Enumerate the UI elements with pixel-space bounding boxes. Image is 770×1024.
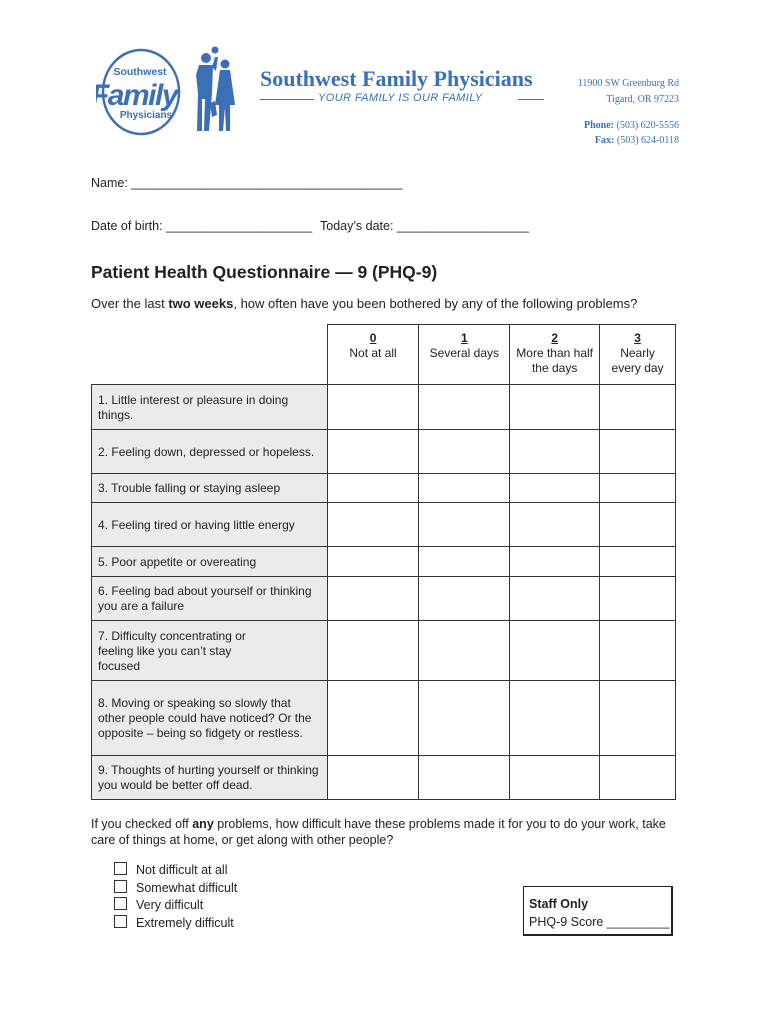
answer-cell-q7-2[interactable] [510,621,600,681]
intro-text-bold: two weeks [168,296,234,311]
column-header-2: 2 More than half the days [510,325,600,385]
table-row [92,430,676,474]
brand-tagline: YOUR FAMILY IS OUR FAMILY [318,92,483,104]
option-label: Extremely difficult [136,916,234,930]
question-6: 6. Feeling bad about yourself or thinking you are a failure [92,577,328,621]
table-row [92,503,676,547]
checkbox[interactable] [114,880,127,893]
followup-text-bold: any [192,817,214,831]
answer-cell-q8-3[interactable] [600,681,676,756]
table-row [92,621,676,681]
family-silhouette-icon [196,47,235,132]
fax-number: (503) 624-0118 [616,135,679,146]
column-header-1: 1 Several days [419,325,510,385]
logo-text-physicians: Physicians [119,110,173,121]
phq9-table [91,324,676,800]
option-label: Very difficult [136,898,204,912]
fax-label: Fax: [594,135,615,146]
answer-cell-q8-2[interactable] [510,681,600,756]
logo-text-family: Family [96,79,178,112]
answer-cell-q9-3[interactable] [600,756,676,800]
answer-cell-q1-2[interactable] [510,385,600,430]
checkbox[interactable] [114,862,127,875]
answer-cell-q4-2[interactable] [510,503,600,547]
answer-cell-q7-3[interactable] [600,621,676,681]
staff-only-heading: Staff Only [529,897,589,911]
answer-cell-q5-3[interactable] [600,547,676,577]
answer-cell-q5-2[interactable] [510,547,600,577]
followup-text-a: If you checked off [91,817,193,831]
question-9: 9. Thoughts of hurting yourself or thinking you would be better off dead. [92,756,328,800]
answer-cell-q1-3[interactable] [600,385,676,430]
phone-label: Phone: [584,120,614,131]
difficulty-option-somewhat[interactable] [114,880,237,895]
phone-number: (503) 620-5556 [616,120,679,131]
answer-cell-q3-2[interactable] [510,474,600,503]
table-row [92,547,676,577]
difficulty-option-not[interactable] [114,862,227,877]
table-row [92,577,676,621]
followup-text-b: problems, how difficult have these problems made it for you to do your work, take care of things at home, or get along with other people? [91,817,666,847]
question-7: 7. Difficulty concentrating or feeling like you can’t stay focused [92,621,328,681]
dob-field[interactable]: Date of birth: _____________________ [91,219,313,233]
difficulty-option-very[interactable] [114,897,203,912]
answer-cell-q7-1[interactable] [419,621,510,681]
checkbox[interactable] [114,897,127,910]
address-city: Tigard, OR 97223 [606,94,679,105]
answer-cell-q6-0[interactable] [327,577,419,621]
question-5: 5. Poor appetite or overeating [92,547,328,577]
name-field[interactable]: Name: _______________________________________ [91,176,403,190]
todays-date-field[interactable]: Today’s date: ___________________ [320,219,529,233]
answer-cell-q2-1[interactable] [419,430,510,474]
answer-cell-q2-3[interactable] [600,430,676,474]
answer-cell-q9-2[interactable] [510,756,600,800]
intro-text-a: Over the last [91,296,169,311]
answer-cell-q2-0[interactable] [327,430,419,474]
answer-cell-q1-0[interactable] [327,385,419,430]
answer-cell-q9-1[interactable] [419,756,510,800]
table-row [92,756,676,800]
answer-cell-q1-1[interactable] [419,385,510,430]
answer-cell-q9-0[interactable] [327,756,419,800]
checkbox[interactable] [114,915,127,928]
brand-tagline-row [260,91,544,107]
phone-line [584,120,679,131]
question-3: 3. Trouble falling or staying asleep [92,474,328,503]
staff-only-box [523,886,673,936]
question-1: 1. Little interest or pleasure in doing things. [92,385,328,430]
phq9-score-field[interactable]: PHQ-9 Score _________ [529,915,670,929]
questionnaire-title: Patient Health Questionnaire — 9 (PHQ-9) [91,262,438,282]
table-row [92,681,676,756]
brand-name: Southwest Family Physicians [260,66,533,91]
difficulty-question [91,816,691,848]
answer-cell-q6-2[interactable] [510,577,600,621]
question-8: 8. Moving or speaking so slowly that other people could have noticed? Or the opposite – being so fidgety or restless. [92,681,328,756]
practice-logo [96,45,246,140]
answer-cell-q3-3[interactable] [600,474,676,503]
answer-cell-q8-1[interactable] [419,681,510,756]
logo-text-southwest: Southwest [113,66,167,78]
answer-cell-q4-0[interactable] [327,503,419,547]
questionnaire-instructions [91,296,637,311]
header-blank-cell [92,325,328,385]
option-label: Somewhat difficult [136,881,238,895]
answer-cell-q4-1[interactable] [419,503,510,547]
address-street: 11900 SW Greenburg Rd [577,78,679,89]
answer-cell-q3-1[interactable] [419,474,510,503]
answer-cell-q2-2[interactable] [510,430,600,474]
answer-cell-q6-3[interactable] [600,577,676,621]
tagline-rule-right [518,99,544,100]
column-header-3: 3 Nearly every day [600,325,676,385]
fax-line [595,135,679,146]
answer-cell-q5-1[interactable] [419,547,510,577]
answer-cell-q7-0[interactable] [327,621,419,681]
table-row [92,385,676,430]
difficulty-option-extremely[interactable] [114,915,234,930]
tagline-rule-left [260,99,314,100]
intro-text-b: , how often have you been bothered by any of the following problems? [233,296,638,311]
question-4: 4. Feeling tired or having little energy [92,503,328,547]
answer-cell-q8-0[interactable] [327,681,419,756]
answer-cell-q3-0[interactable] [327,474,419,503]
answer-cell-q4-3[interactable] [600,503,676,547]
table-header-row [92,325,676,385]
answer-cell-q5-0[interactable] [327,547,419,577]
answer-cell-q6-1[interactable] [419,577,510,621]
table-row [92,474,676,503]
option-label: Not difficult at all [136,863,228,877]
column-header-0: 0 Not at all [327,325,419,385]
question-2: 2. Feeling down, depressed or hopeless. [92,430,328,474]
